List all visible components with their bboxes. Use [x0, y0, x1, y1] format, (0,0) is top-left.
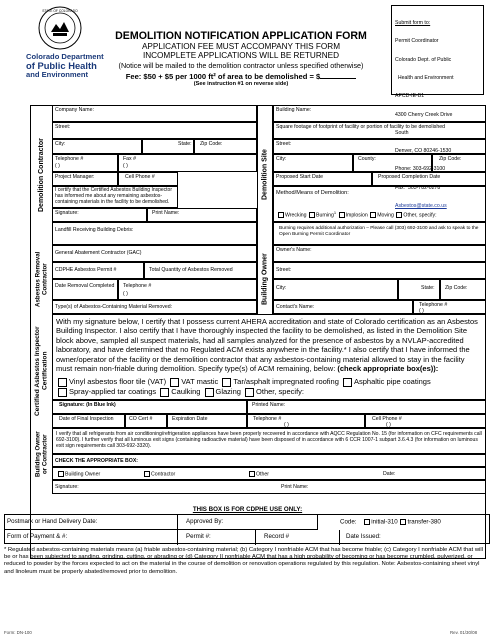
- cdphe-box: [4, 514, 490, 544]
- zip-label: Zip Code:: [439, 156, 462, 162]
- payment-label: Form of Payment & #:: [7, 533, 68, 540]
- printed-name-label: Printed Name:: [252, 402, 286, 408]
- roofing-label: Tar/asphalt impregnated roofing: [233, 377, 339, 387]
- contact-name-field[interactable]: [273, 300, 413, 314]
- date-removal-label: Date Removal Completed: [55, 283, 115, 289]
- cell-phone-label: Cell Phone #: [372, 416, 402, 422]
- contractor-label: Contractor: [151, 471, 176, 478]
- vat-label: Vinyl asbestos floor tile (VAT): [69, 377, 167, 387]
- spray-tar-checkbox[interactable]: [58, 388, 67, 397]
- acm-types-field[interactable]: [52, 300, 257, 314]
- implosion-label: Implosion: [345, 212, 368, 219]
- owner-street-field[interactable]: [273, 262, 486, 279]
- initial-310-checkbox[interactable]: [364, 519, 370, 525]
- landfill-field[interactable]: [52, 222, 257, 245]
- inspector-telephone-field[interactable]: [247, 414, 365, 428]
- site-zip-field[interactable]: [432, 154, 486, 172]
- pipe-coatings-checkbox[interactable]: [343, 378, 352, 387]
- glazing-checkbox[interactable]: [205, 388, 214, 397]
- owner-telephone-field[interactable]: [413, 300, 486, 314]
- contractor-signature-field[interactable]: [52, 208, 147, 222]
- glazing-label: Glazing: [215, 387, 241, 397]
- logo-line1: Colorado Department: [26, 52, 104, 61]
- fee-formula: Fee: $50 + $5 per 1000 ft² of area to be demolished = $: [125, 71, 321, 81]
- project-manager-label: Project Manager:: [55, 174, 95, 180]
- burning-note: Burning requires additional authorization – Please call (303) 692-3100 and ask to speak to the Open Burning Permit Coordinator: [279, 226, 479, 237]
- contact-name-label: Contact's Name:: [276, 304, 315, 310]
- contractor-certify-box: [52, 186, 178, 208]
- expiration-label: Expiration Date: [172, 416, 208, 422]
- telephone-label: Telephone #: [123, 283, 152, 289]
- project-manager-cell-field[interactable]: [118, 172, 178, 186]
- telephone-label: Telephone #: [419, 302, 448, 308]
- section-label-asbestos-removal: Asbestos Removal Contractor: [30, 245, 52, 314]
- site-street-field[interactable]: [273, 139, 486, 154]
- check-box-row: [52, 454, 486, 467]
- other-role-label: Other: [256, 471, 269, 478]
- logo-line2: of Public Health: [26, 60, 97, 72]
- signature-label: Signature:: [55, 210, 79, 216]
- section-label-inspector-certification: Certified Asbestos Inspector Certification: [30, 314, 52, 428]
- footnote-text: * Regulated asbestos-containing materials means (a) friable asbestos-containing material; (b) Category I nonfriable ACM that has become friable; (c) Category I nonfriable ACM that will be or has been subjected to sanding, grinding, cutting, or abrading or (d) Category II nonfriable ACM that has a high probability of becoming or has become crumbled, pulverized, or reduced to powder by the forces expected to act on the material in the course of demolition or renovation operations regulated by this regulation. Note: Asbestos-containing sheet vinyl and linoleum must be properly abated/removed prior to demolition.: [4, 547, 484, 575]
- square-footage-label: Square footage of footprint of facility or portion of facility to be demolished: [276, 124, 445, 130]
- project-manager-field[interactable]: [52, 172, 118, 186]
- date-removal-field[interactable]: [52, 279, 118, 300]
- other-method-checkbox[interactable]: [396, 212, 402, 218]
- print-name-label: Print Name:: [152, 210, 180, 216]
- burning-checkbox[interactable]: [309, 212, 315, 218]
- moving-label: Moving: [377, 212, 394, 219]
- total-quantity-label: Total Quantity of Asbestos Removed: [149, 267, 233, 273]
- vat-checkbox[interactable]: [58, 378, 67, 387]
- form-title: DEMOLITION NOTIFICATION APPLICATION FORM: [115, 30, 367, 42]
- acm-types-label: Type(s) of Asbestos-Containing Material Removed:: [55, 304, 173, 310]
- gac-field[interactable]: [52, 245, 257, 262]
- vat-mastic-label: VAT mastic: [181, 377, 219, 387]
- approved-by-label: Approved By:: [186, 518, 224, 525]
- contractor-state-field[interactable]: [142, 139, 194, 154]
- telephone-label: Telephone #: [55, 156, 84, 162]
- inspector-statement-bold: (check appropriate box(es)):: [337, 364, 439, 374]
- implosion-checkbox[interactable]: [339, 212, 345, 218]
- role-selection-row: [52, 467, 486, 480]
- submit-line: 4300 Cherry Creek Drive: [395, 111, 453, 118]
- date-issued-label: Date Issued:: [346, 533, 381, 540]
- proposed-start-field[interactable]: [273, 172, 372, 186]
- company-name-field[interactable]: [52, 105, 257, 122]
- logo-line3: and Environment: [26, 70, 89, 80]
- permit-label: CDPHE Asbestos Permit #: [55, 267, 117, 273]
- check-label: CHECK THE APPROPRIATE BOX:: [55, 458, 139, 464]
- submit-line: Fax: 303-782-0278: [395, 184, 441, 191]
- vat-mastic-checkbox[interactable]: [170, 378, 179, 387]
- section-label-owner-or-contractor: Building Owner or Contractor: [30, 428, 52, 480]
- zip-label: Zip Code:: [445, 285, 468, 291]
- city-label: City:: [276, 285, 287, 291]
- completion-date-label: Proposed Completion Date: [378, 174, 441, 180]
- building-owner-label: Building Owner: [65, 471, 101, 478]
- cdphe-permit-field[interactable]: [52, 262, 144, 279]
- submit-line: Denver, CO 80246-1530: [395, 148, 452, 155]
- roofing-checkbox[interactable]: [222, 378, 231, 387]
- landfill-label: Landfill Receiving Building Debris:: [55, 227, 134, 233]
- street-label: Street:: [276, 267, 292, 273]
- phone-paren: ( ): [55, 163, 60, 169]
- fax-paren: ( ): [123, 163, 128, 169]
- final-inspection-label: Date of Final Inspection: [59, 416, 114, 422]
- refrigerant-statement-box: [52, 428, 486, 454]
- owner-city-field[interactable]: [273, 279, 398, 300]
- wrecking-label: Wrecking: [285, 212, 307, 219]
- submit-heading: Submit form to:: [395, 20, 431, 27]
- site-city-field[interactable]: [273, 154, 353, 172]
- refrigerant-statement: I verify that all refrigerants from air conditioning/refrigeration appliances have been properly recovered in accordance with AQCC Regulation No. 15 (for information on CFC requirements call 692-3100). I further verify that all luminous exit signs (containing radioactive material) have been disposed of in accordance with 6 CCR 1007-1 subpart 3.6.4.3 (for information on luminous exit sign requirements call 303-692-3320).: [56, 431, 482, 450]
- fee-notice: APPLICATION FEE MUST ACCOMPANY THIS FORM: [141, 42, 341, 51]
- owner-zip-field[interactable]: [440, 279, 486, 300]
- transfer-380-label: transfer-380: [407, 518, 441, 526]
- county-label: County:: [358, 156, 376, 162]
- gac-label: General Abatement Contractor (GAC): [55, 250, 142, 256]
- wrecking-checkbox[interactable]: [278, 212, 284, 218]
- inspector-statement-box: [52, 314, 486, 400]
- other-acm-checkbox[interactable]: [245, 388, 254, 397]
- burning-label: Burning: [315, 212, 334, 219]
- contractor-city-field[interactable]: [52, 139, 142, 154]
- contractor-fax-field[interactable]: [118, 154, 257, 172]
- building-owner-checkbox[interactable]: [58, 471, 64, 477]
- caulking-checkbox[interactable]: [160, 388, 169, 397]
- expiration-date-field[interactable]: [167, 414, 247, 428]
- building-name-field[interactable]: [273, 105, 486, 122]
- state-label: State:: [178, 141, 192, 147]
- burning-note-box: [273, 222, 486, 245]
- abatement-telephone-field[interactable]: [118, 279, 257, 300]
- proposed-completion-field[interactable]: [372, 172, 486, 186]
- other-acm-label: Other, specify:: [256, 387, 304, 397]
- revision-date: Rev. 01/30/08: [450, 630, 478, 635]
- signature-label: Signature:: [55, 484, 79, 490]
- street-label: Street:: [55, 124, 71, 130]
- final-inspection-date-field[interactable]: [52, 414, 125, 428]
- footnote: [4, 547, 490, 576]
- submit-line: Health and Environment: [395, 75, 454, 82]
- city-label: City:: [276, 156, 287, 162]
- co-cert-label: CO Cert #: [129, 416, 153, 422]
- state-label: State:: [421, 285, 435, 291]
- submit-line: Permit Coordinator: [395, 38, 439, 45]
- permit-number-label: Permit #:: [186, 533, 211, 540]
- inspector-statement: With my signature below, I certify that I possess current AHERA accreditation and state of Colorado certification as an Asbestos Building Inspector. I also certify that I have thoroughly inspected the facility to be demolished, as listed in the Demolition Site block above, sampled all suspect materials, had all samples analyzed for the presence of asbestos by a NVLAP-accredited laboratory, and have determined that no Regulated ACM exists anywhere in the facility.* I also certify that I have informed the owner/operator of the facility or the demolition contractor that any asbestos-containing material allowed to stay in the facility must remain non-friable during demolition. Specify type(s) of ACM remaining, below:: [56, 317, 478, 374]
- phone-paren: ( ): [419, 308, 424, 314]
- co-cert-field[interactable]: [125, 414, 167, 428]
- submit-line: South: [395, 129, 409, 136]
- record-label: Record #: [264, 533, 290, 540]
- square-footage-field[interactable]: [273, 122, 486, 139]
- fax-label: Fax #: [123, 156, 136, 162]
- contractor-checkbox[interactable]: [144, 471, 150, 477]
- date-label: Date:: [383, 471, 396, 477]
- refrigerant-signature-row: [52, 480, 486, 494]
- code-label: Code:: [340, 518, 357, 526]
- fee-amount-field[interactable]: [320, 78, 356, 79]
- incomplete-notice: INCOMPLETE APPLICATIONS WILL BE RETURNED: [142, 51, 340, 61]
- section-label-demolition-contractor: Demolition Contractor: [30, 105, 52, 245]
- pipe-coatings-label: Asphaltic pipe coatings: [353, 377, 431, 387]
- caulking-label: Caulking: [171, 387, 201, 397]
- telephone-label: Telephone #: [253, 416, 282, 422]
- phone-paren: ( ): [284, 422, 289, 428]
- cdphe-heading-text: THIS BOX IS FOR CDPHE USE ONLY:: [192, 506, 303, 513]
- site-county-field[interactable]: [353, 154, 432, 172]
- phone-paren: ( ): [386, 422, 391, 428]
- form-id: Form: DN-100: [4, 630, 32, 635]
- inspector-signature-label: Signature: (In Blue Ink): [59, 402, 116, 408]
- inspector-printed-name-field[interactable]: [247, 400, 486, 414]
- submit-line: Phone: 303-692-3100: [395, 166, 446, 173]
- state-seal-icon: [38, 6, 82, 50]
- other-role-checkbox[interactable]: [249, 471, 255, 477]
- owner-state-field[interactable]: [398, 279, 440, 300]
- inspector-cell-field[interactable]: [365, 414, 486, 428]
- other-method-label: Other, specify:: [403, 212, 437, 219]
- cdphe-heading: [0, 506, 495, 513]
- phone-paren: ( ): [123, 291, 128, 297]
- postmark-label: Postmark or Hand Delivery Date:: [7, 518, 98, 525]
- zip-label: Zip Code:: [200, 141, 223, 147]
- company-name-label: Company Name:: [55, 107, 94, 113]
- inspector-signature-field[interactable]: [52, 400, 247, 414]
- svg-text:STATE OF COLORADO: STATE OF COLORADO: [42, 9, 78, 14]
- submit-line: APCD-IE-B1: [395, 93, 425, 100]
- owner-name-label: Owner's Name:: [276, 247, 312, 253]
- contractor-zip-field[interactable]: [194, 139, 257, 154]
- spray-tar-label: Spray-applied tar coatings: [69, 387, 157, 397]
- submit-line: Asbestos@state.co.us: [395, 203, 447, 209]
- moving-checkbox[interactable]: [370, 212, 376, 218]
- owner-name-field[interactable]: [273, 245, 486, 262]
- transfer-380-checkbox[interactable]: [400, 519, 406, 525]
- submit-line: Colorado Dept. of Public: [395, 56, 452, 63]
- mail-notice: (Notice will be mailed to the demolition contractor unless specified otherwise): [118, 60, 364, 70]
- city-label: City:: [55, 141, 66, 147]
- contractor-telephone-field[interactable]: [52, 154, 118, 172]
- section-label-demolition-site: Demolition Site: [257, 105, 273, 245]
- initial-310-label: initial-310: [371, 518, 398, 526]
- section-label-building-owner: Building Owner: [257, 245, 273, 314]
- fee-instruction: (See instruction #1 on reverse side): [193, 80, 289, 87]
- print-name-label: Print Name:: [281, 484, 309, 490]
- contractor-street-field[interactable]: [52, 122, 257, 139]
- contractor-print-name-field[interactable]: [147, 208, 257, 222]
- method-label: Method/Means of Demolition:: [276, 190, 349, 196]
- building-name-label: Building Name:: [276, 107, 312, 113]
- start-date-label: Proposed Start Date: [276, 174, 324, 180]
- street-label: Street:: [276, 141, 292, 147]
- certify-statement: I certify that the Certified Asbestos Building Inspector has informed me about any remaining asbestos-containing materials in the facility to be demolished.: [55, 187, 173, 205]
- cell-phone-label: Cell Phone #: [125, 174, 155, 180]
- demolition-method-box: Method/Means of Demolition: Wrecking Burning$^1$ Implosion Moving Other, specify:: [273, 186, 486, 222]
- total-quantity-field[interactable]: [144, 262, 257, 279]
